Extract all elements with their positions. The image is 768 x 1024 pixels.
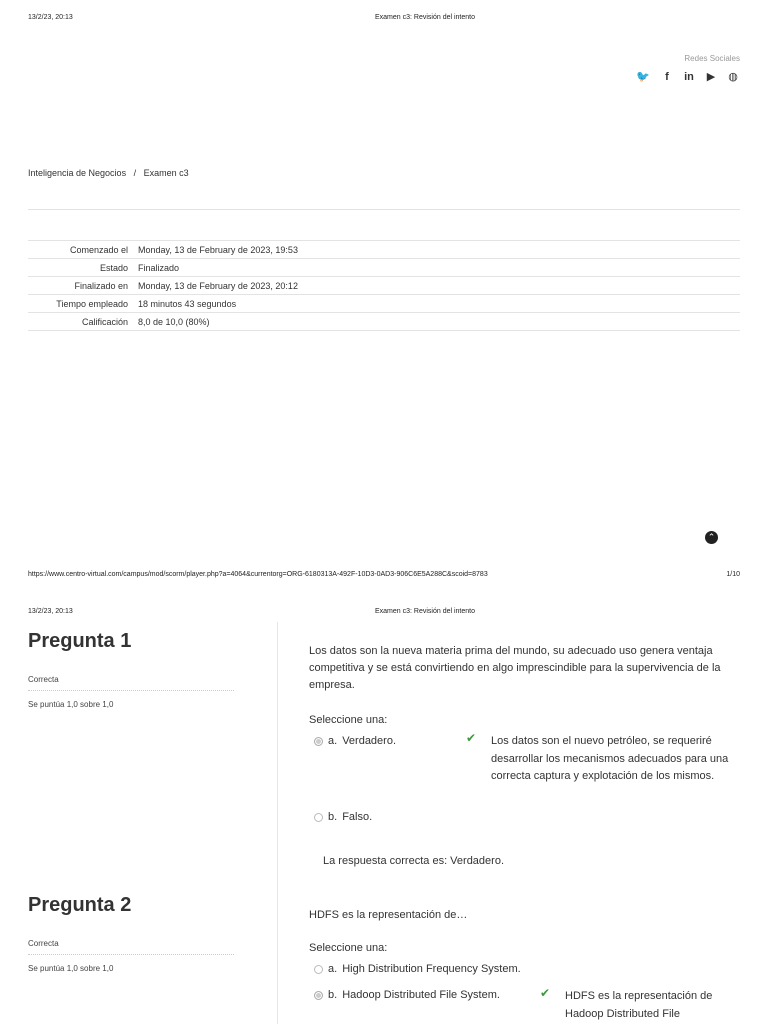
column-divider bbox=[277, 622, 278, 1024]
radio-button[interactable] bbox=[314, 813, 323, 822]
summary-label: Comenzado el bbox=[28, 241, 133, 259]
divider bbox=[28, 209, 740, 210]
summary-value: 8,0 de 10,0 (80%) bbox=[133, 313, 740, 331]
scroll-to-top-icon[interactable]: ⌃ bbox=[705, 531, 718, 544]
summary-label: Estado bbox=[28, 259, 133, 277]
question-1-option-a[interactable] bbox=[314, 735, 396, 747]
option-letter: a. bbox=[328, 735, 338, 747]
breadcrumb bbox=[28, 168, 189, 178]
table-row bbox=[28, 259, 740, 277]
check-icon: ✔ bbox=[540, 986, 551, 1000]
footer-page-number: 1/10 bbox=[726, 571, 740, 578]
print-title: Examen c3: Revisión del intento bbox=[375, 14, 475, 21]
question-1-title: Pregunta 1 bbox=[28, 630, 132, 652]
question-2-option-b[interactable] bbox=[314, 989, 500, 1001]
option-label: Hadoop Distributed File System. bbox=[342, 989, 500, 1001]
question-2-feedback: HDFS es la representación de Hadoop Distributed File bbox=[565, 990, 713, 1020]
question-1-text: Los datos son la nueva materia prima del mundo, su adecuado uso genera ventaja competitiva y se está convirtiendo en algo imprescindible para la supervivencia de la empresa. bbox=[309, 645, 721, 691]
facebook-icon[interactable]: f bbox=[665, 70, 669, 83]
option-label: High Distribution Frequency System. bbox=[342, 963, 521, 975]
table-row bbox=[28, 295, 740, 313]
question-2-title: Pregunta 2 bbox=[28, 894, 132, 916]
summary-label: Tiempo empleado bbox=[28, 295, 133, 313]
summary-label: Calificación bbox=[28, 313, 133, 331]
question-1-state: Correcta bbox=[28, 675, 234, 691]
table-row bbox=[28, 313, 740, 331]
print-date: 13/2/23, 20:13 bbox=[28, 608, 73, 615]
option-label: Falso. bbox=[342, 811, 373, 823]
check-icon: ✔ bbox=[466, 731, 477, 745]
question-1-feedback: Los datos son el nuevo petróleo, se requeriré desarrollar los mecanismos adecuados para una correcta captura y explotación de los mismos. bbox=[491, 735, 729, 782]
question-1-right-answer: La respuesta correcta es: Verdadero. bbox=[323, 855, 504, 867]
option-letter: b. bbox=[328, 989, 338, 1001]
table-row bbox=[28, 241, 740, 259]
twitter-icon[interactable]: 🐦 bbox=[636, 71, 650, 83]
breadcrumb-exam-link[interactable]: Examen c3 bbox=[143, 168, 189, 178]
summary-value: 18 minutos 43 segundos bbox=[133, 295, 740, 313]
print-date: 13/2/23, 20:13 bbox=[28, 14, 73, 21]
attempt-summary-table bbox=[28, 240, 740, 331]
print-title: Examen c3: Revisión del intento bbox=[375, 608, 475, 615]
option-letter: a. bbox=[328, 963, 338, 975]
question-1-option-b[interactable] bbox=[314, 811, 372, 823]
social-label: Redes Sociales bbox=[684, 54, 740, 63]
radio-button[interactable] bbox=[314, 737, 323, 746]
table-row bbox=[28, 277, 740, 295]
question-2-text: HDFS es la representación de… bbox=[309, 909, 468, 921]
breadcrumb-separator: / bbox=[133, 168, 137, 178]
question-1-grade: Se puntúa 1,0 sobre 1,0 bbox=[28, 700, 114, 709]
radio-button[interactable] bbox=[314, 991, 323, 1000]
question-2-grade: Se puntúa 1,0 sobre 1,0 bbox=[28, 964, 114, 973]
question-1-prompt: Seleccione una: bbox=[309, 714, 388, 726]
summary-label: Finalizado en bbox=[28, 277, 133, 295]
social-links bbox=[636, 70, 738, 83]
linkedin-icon[interactable]: in bbox=[684, 70, 694, 83]
footer-url: https://www.centro-virtual.com/campus/mod/scorm/player.php?a=4064&currentorg=ORG-6180313A-492F-10D3-0AD3-906C6E5A288C&scoid=8783 bbox=[28, 571, 488, 578]
globe-icon[interactable]: ◍ bbox=[728, 71, 738, 83]
question-2-state: Correcta bbox=[28, 939, 234, 955]
question-2-option-a[interactable] bbox=[314, 963, 521, 975]
option-label: Verdadero. bbox=[342, 735, 397, 747]
summary-value: Monday, 13 de February de 2023, 20:12 bbox=[133, 277, 740, 295]
question-2-prompt: Seleccione una: bbox=[309, 942, 388, 954]
breadcrumb-course-link[interactable]: Inteligencia de Negocios bbox=[28, 168, 127, 178]
summary-value: Monday, 13 de February de 2023, 19:53 bbox=[133, 241, 740, 259]
option-letter: b. bbox=[328, 811, 338, 823]
summary-value: Finalizado bbox=[133, 259, 740, 277]
radio-button[interactable] bbox=[314, 965, 323, 974]
youtube-icon[interactable]: ▶ bbox=[706, 71, 716, 83]
